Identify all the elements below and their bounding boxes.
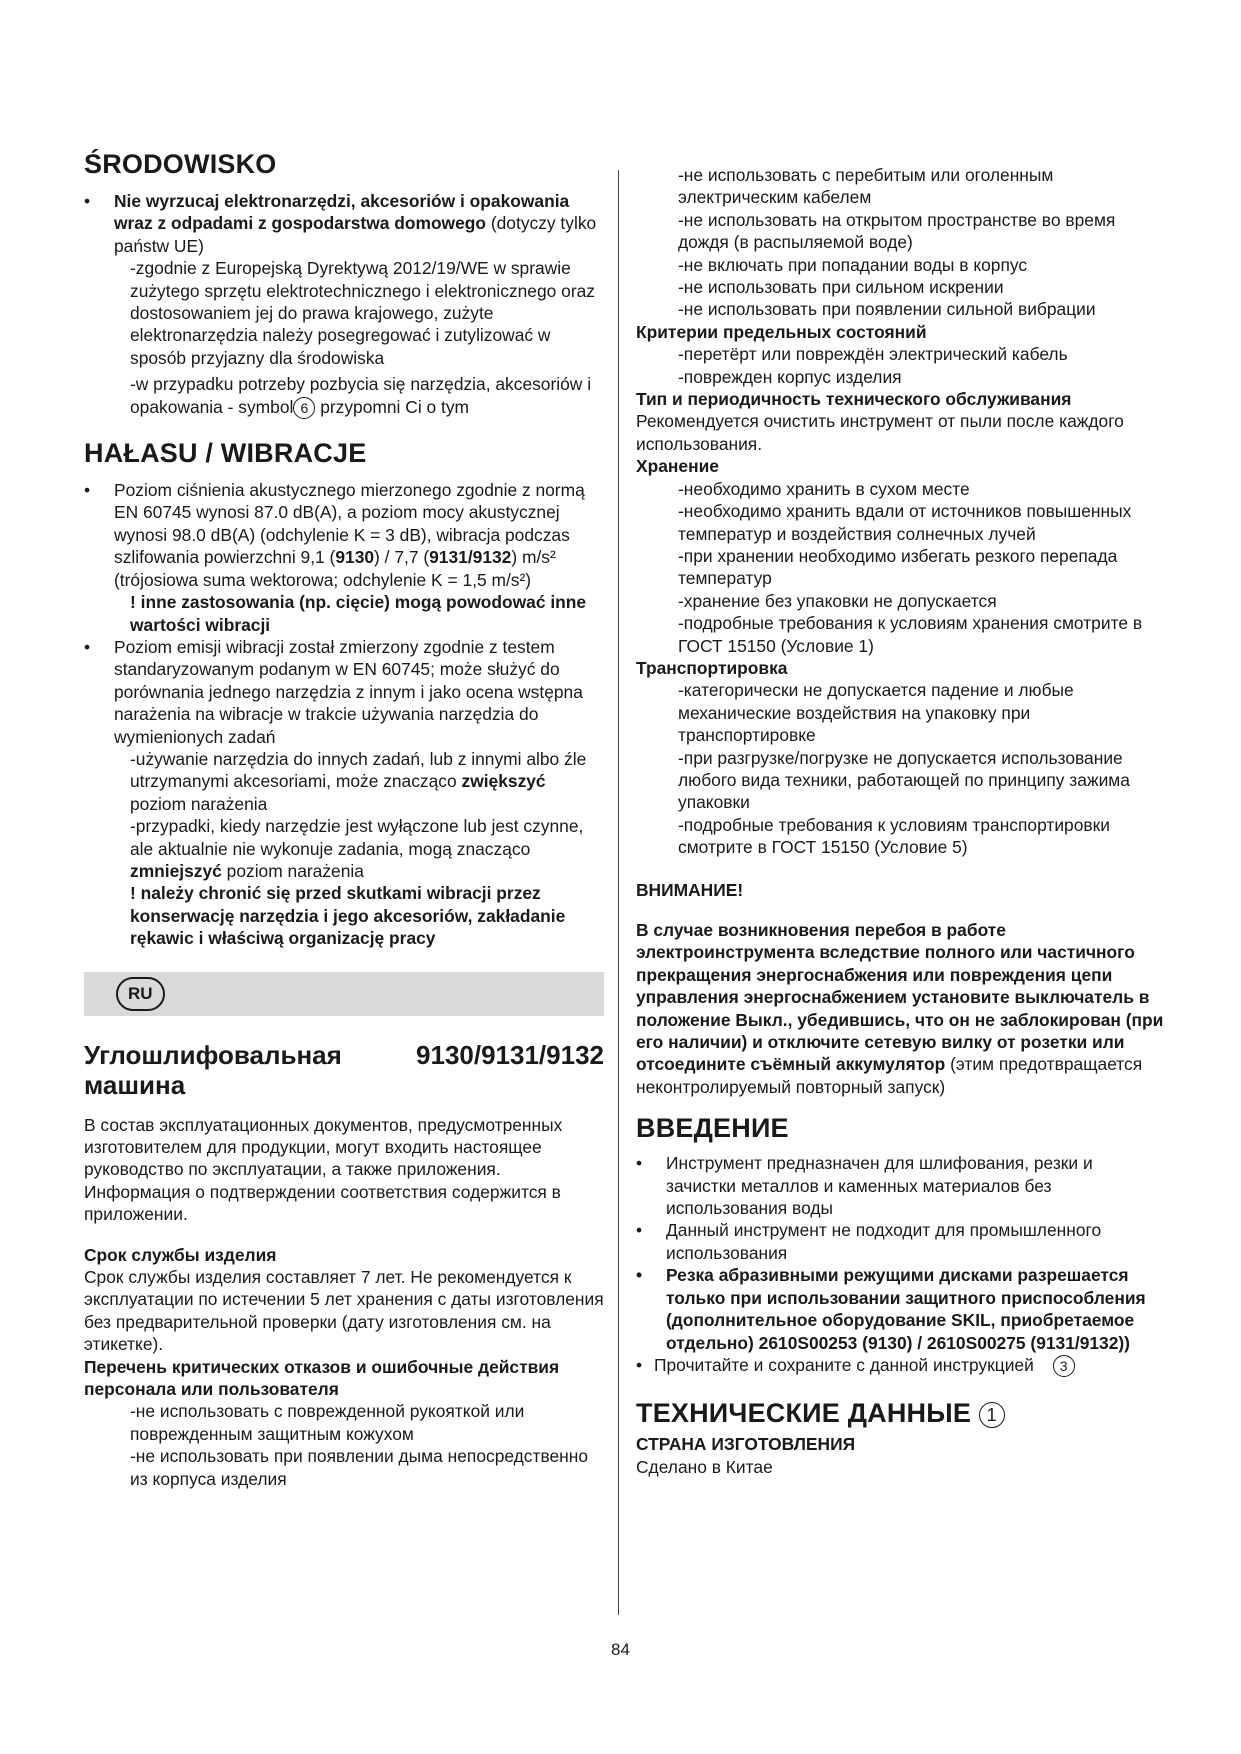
vvedenie-bullet-4: • Прочитайте и сохраните с данной инструкцией 3 xyxy=(636,1354,1166,1377)
bullet-dot: • xyxy=(636,1265,643,1286)
callout-6-icon: 6 xyxy=(293,397,315,419)
list-item: -не использовать при появлении сильной вибрации xyxy=(678,299,1096,320)
language-badge: RU xyxy=(116,977,165,1011)
srok-text: Срок службы изделия составляет 7 лет. Не рекомендуется к эксплуатации по истечении 5 лет хранения с даты изготовления без предварительной проверки (дату изготовления см. на этикетке). xyxy=(84,1267,604,1355)
perechen-item: -не использовать при появлении дыма непосредственно из корпуса изделия xyxy=(130,1446,589,1489)
halasu-bullet-1: • Poziom ciśnienia akustycznego mierzonego zgodnie z normą EN 60745 wynosi 87.0 dB(A), a poziom mocy akustycznej wynosi 98.0 dB(A) (odchylenie K = 3 dB), wibracja podczas szlifowania powierzchni 9,1 (9130) / 7,7 (9131/9132) m/s² (trójosiowa suma wektorowa; odchylenie K = 1,5 m/s²) xyxy=(84,480,585,590)
list-item: -поврежден корпус изделия xyxy=(678,366,902,387)
tip-title: Тип и периодичность технического обслуживания xyxy=(636,389,1072,410)
halasu-sub1: -używanie narzędzia do innych zadań, lub z innymi albo źle utrzymanymi akcesoriami, może znacząco zwiększyć poziom narażenia xyxy=(130,748,587,814)
vvedenie-bullet-1: • Инструмент предназначен для шлифования, резки и зачистки металлов и каменных материалов без использования воды xyxy=(636,1153,1093,1219)
bullet-dot: • xyxy=(84,480,91,501)
list-item: -не использовать с перебитым или оголенным электрическим кабелем xyxy=(678,165,1054,208)
transport-title: Транспортировка xyxy=(636,657,788,678)
srodowisko-bullet-tail: (dotyczy tylko państw UE) xyxy=(114,213,597,256)
page-number: 84 xyxy=(611,1640,630,1659)
list-item: -необходимо хранить вдали от источников повышенных температур и воздействия солнечных лучей xyxy=(678,501,1132,544)
column-divider xyxy=(618,170,619,1615)
halasu-bullet-2: • Poziom emisji wibracji został zmierzony zgodnie z testem standaryzowanym podanym w EN 60745; może służyć do porównania jednego narzędzia z innym i jako ocena wstępna narażenia na wibracje w trakcie używania narzędzia do wymienionych zadań xyxy=(84,636,583,747)
list-item: -при хранении необходимо избегать резкого перепада температур xyxy=(678,545,1118,589)
bullet-dot: • xyxy=(636,1220,643,1241)
perechen-item: -не использовать с поврежденной рукояткой или поврежденным защитным кожухом xyxy=(130,1401,525,1444)
srodowisko-bullet xyxy=(84,190,604,257)
language-bar xyxy=(84,972,604,1016)
vnimanie-heading: ВНИМАНИЕ! xyxy=(636,879,744,900)
bullet-dot: • xyxy=(636,1354,643,1375)
halasu-warning-1: ! inne zastosowania (np. cięcie) mogą powodować inne wartości wibracji xyxy=(130,592,587,635)
list-item: -хранение без упаковки не допускается xyxy=(678,590,997,611)
list-item: -необходимо хранить в сухом месте xyxy=(678,478,970,499)
section-title-vvedenie: ВВЕДЕНИЕ xyxy=(636,1113,789,1144)
halasu-warning-2: ! należy chronić się przed skutkami wibracji przez konserwację narzędzia i jego akcesoriów, zakładanie rękawic i właściwą organizację pracy xyxy=(130,883,566,949)
list-item: -подробные требования к условиям хранения смотрите в ГОСТ 15150 (Условие 1) xyxy=(678,613,1143,656)
section-title-halasu: HAŁASU / WIBRACJE xyxy=(84,438,367,469)
list-item: -не использовать на открытом пространстве во время дождя (в распыляемой воде) xyxy=(678,209,1116,253)
callout-1-icon: 1 xyxy=(979,1402,1005,1428)
list-item: -при разгрузке/погрузке не допускается использование любого вида техники, работающей по принципу зажима упаковки xyxy=(678,747,1130,813)
section-title-tech: ТЕХНИЧЕСКИЕ ДАННЫЕ 1 xyxy=(636,1397,1166,1429)
left-column xyxy=(84,150,604,1490)
halasu-sub2: -przypadki, kiedy narzędzie jest wyłączone lub jest czynne, ale aktualnie nie wykonuje zadania, mogą znacząco zmniejszyć poziom narażenia xyxy=(130,816,584,881)
list-item: -категорически не допускается падение и любые механические воздействия на упаковку при транспортировке xyxy=(678,680,1074,746)
srodowisko-sub2: -w przypadku potrzeby pozbycia się narzędzia, akcesoriów i opakowania - symbol 6 przypomni Ci o tym xyxy=(84,373,604,419)
ru-intro-1: В состав эксплуатационных документов, предусмотренных изготовителем для продукции, могут входить настоящее руководство по эксплуатации, а также приложения. xyxy=(84,1114,563,1180)
bullet-dot: • xyxy=(84,191,91,211)
vnimanie-text: В случае возникновения перебоя в работе электроинструмента вследствие полного или частичного прекращения энергоснабжения или повреждения цепи управления энергоснабжением установите выключатель в положение Выкл., убедившись, что он не заблокирован (при его наличии) и отключите сетевую вилку от розетки или отсоедините съёмный аккумулятор (этим предотвращается неконтролируемый повторный запуск) xyxy=(636,920,1164,1097)
ru-intro-2: Информация о подтверждении соответствия содержится в приложении. xyxy=(84,1181,561,1225)
hranenie-title: Хранение xyxy=(636,456,719,477)
list-item: -подробные требования к условиям транспортировки смотрите в ГОСТ 15150 (Условие 5) xyxy=(678,814,1110,858)
product-title: Углошлифовальная 9130/9131/9132 xyxy=(84,1039,604,1070)
strana-title: СТРАНА ИЗГОТОВЛЕНИЯ xyxy=(636,1434,856,1455)
right-column xyxy=(636,164,1166,1478)
strana-text: Сделано в Китае xyxy=(636,1456,773,1477)
list-item: -не использовать при сильном искрении xyxy=(678,277,1004,298)
srodowisko-sub1: -zgodnie z Europejską Dyrektywą 2012/19/WE w sprawie zużytego sprzętu elektrotechnicznego i elektronicznego oraz dostosowaniem jej do prawa krajowego, zużyte elektronarzędzia należy posegregować i zutylizować w sposób przyjazny dla środowiska xyxy=(130,258,595,368)
kriterii-title: Критерии предельных состояний xyxy=(636,321,927,342)
vvedenie-bullet-2: • Данный инструмент не подходит для промышленного использования xyxy=(636,1220,1102,1263)
srok-title: Срок службы изделия xyxy=(84,1244,277,1265)
section-title-srodowisko: ŚRODOWISKO xyxy=(84,149,277,179)
callout-3-icon: 3 xyxy=(1053,1355,1075,1377)
bullet-dot: • xyxy=(84,636,91,657)
vvedenie-bullet-3: • Резка абразивными режущими дисками разрешается только при использовании защитного приспособления (дополнительное оборудование SKIL, приобретаемое отдельно) 2610S00253 (9130) / 2610S00275 (9131/9132)) xyxy=(636,1265,1146,1353)
product-title-line2: машина xyxy=(84,1069,186,1100)
list-item: -перетёрт или повреждён электрический кабель xyxy=(678,344,1068,365)
perechen-title: Перечень критических отказов и ошибочные действия персонала или пользователя xyxy=(84,1356,560,1400)
list-item: -не включать при попадании воды в корпус xyxy=(678,254,1028,275)
tip-text: Рекомендуется очистить инструмент от пыли после каждого использования. xyxy=(636,411,1124,454)
srodowisko-bullet-bold: Nie wyrzucaj elektronarzędzi, akcesoriów i opakowania wraz z odpadami z gospodarstwa domowego xyxy=(114,191,570,234)
bullet-dot: • xyxy=(636,1153,643,1174)
